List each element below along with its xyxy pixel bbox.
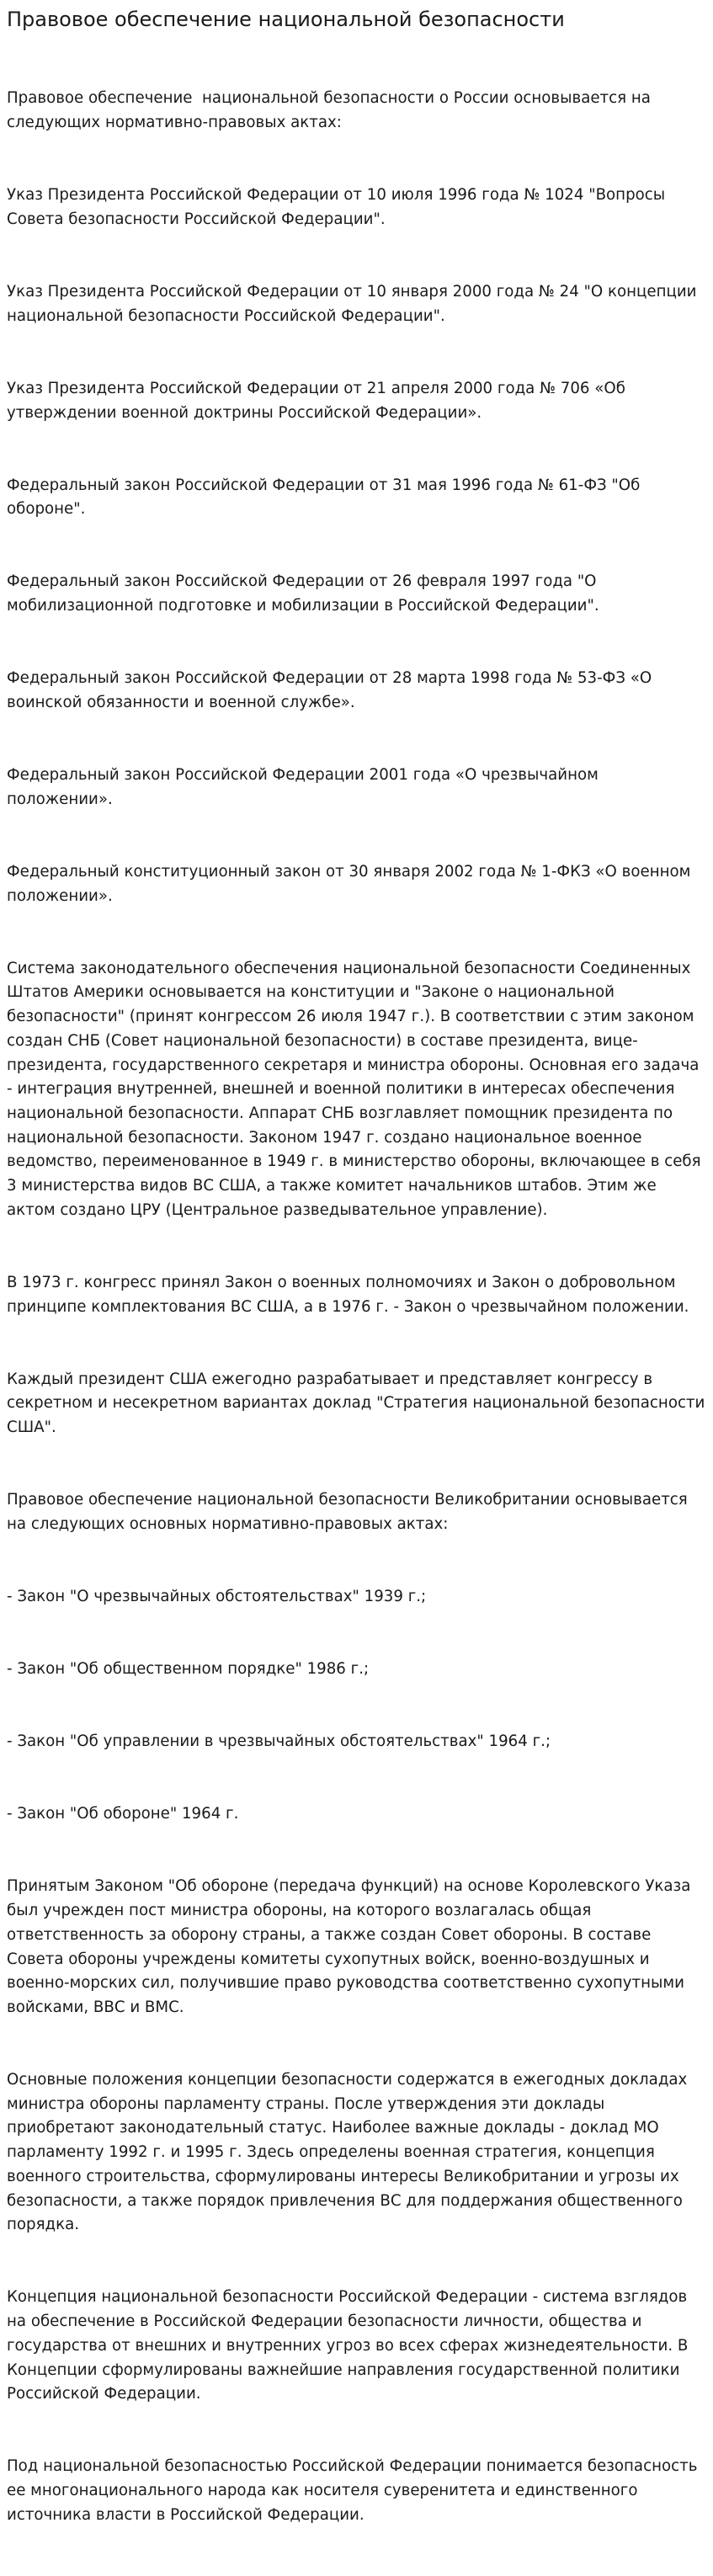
paragraph: В 1973 г. конгресс принял Закон о военных полномочиях и Закон о добровольном принципе комплектования ВС США, а в 1976 г. - Закон о чрезвычайном положении. bbox=[7, 1273, 689, 1316]
paragraph: Концепция национальной безопасности Российской Федерации - система взглядов на обеспечение в Российской Федерации безопасности личности, общества и государства от внешних и внутренних угроз во всех сферах жизнедеятельности. В Концепции сформулированы важнейшие направления государственной политики Российской Федерации. bbox=[7, 2288, 694, 2403]
paragraph: Правовое обеспечение национальной безопасности Великобритании основывается на следующих основных нормативно-правовых актах: bbox=[7, 1491, 693, 1533]
paragraph: Под национальной безопасностью Российской Федерации понимается безопасность ее многонационального народа как носителя суверенитета и единственного источника власти в Российской Федерации. bbox=[7, 2457, 703, 2524]
paragraph: Указ Президента Российской Федерации от 21 апреля 2000 года № 706 «Об утверждении военной доктрины Российской Федерации». bbox=[7, 379, 631, 422]
page-title: Правовое обеспечение национальной безопасности bbox=[7, 8, 565, 31]
paragraph: Федеральный закон Российской Федерации 2001 года «О чрезвычайном положении». bbox=[7, 766, 604, 808]
paragraph: Основные положения концепции безопасности содержатся в ежегодных докладах министра обороны парламенту страны. После утверждения эти доклады приобретают законодательный статус. Наиболее важные доклады - доклад МО парламенту 1992 г. и 1995 г. Здесь определены военная стратегия, концепция военного строительства, сформулированы интересы Великобритании и угрозы их безопасности, а также порядок привлечения ВС для поддержания общественного порядка. bbox=[7, 2071, 693, 2234]
paragraph: Федеральный конституционный закон от 30 января 2002 года № 1-ФКЗ «О военном положении». bbox=[7, 862, 696, 905]
paragraph: Принятым Законом "Об обороне (передача функций) на основе Королевского Указа был учрежден пост министра обороны, на которого возлагалась общая ответственность за оборону страны, а также создан Совет обороны. В составе Совета обороны учреждены комитеты сухопутных войск, военно-воздушных и военно-морских сил, получившие право руководства соответственно сухопутными войсками, ВВС и ВМС. bbox=[7, 1877, 696, 2016]
paragraph: Федеральный закон Российской Федерации от 26 февраля 1997 года "О мобилизационной подготовке и мобилизации в Российской Федерации". bbox=[7, 572, 602, 615]
paragraph: Указ Президента Российской Федерации от 10 июля 1996 года № 1024 "Вопросы Совета безопасности Российской Федерации". bbox=[7, 186, 670, 228]
paragraph: Каждый президент США ежегодно разрабатывает и представляет конгрессу в секретном и несекретном вариантах доклад "Стратегия национальной безопасности США". bbox=[7, 1370, 710, 1437]
paragraph: Правовое обеспечение национальной безопасности о России основывается на следующих нормативно-правовых актах: bbox=[7, 89, 656, 132]
paragraph: Система законодательного обеспечения национальной безопасности Соединенных Штатов Америки основывается на конституции и "Законе о национальной безопасности" (принят конгрессом 26 июля 1947 г.). В соответствии с этим законом создан СНБ (Совет национальной безопасности) в составе президента, вице-президента, государственного секретаря и министра обороны. Основная его задача - интеграция внутренней, внешней и военной политики в интересах обеспечения национальной безопасности. Аппарат СНБ возглавляет помощник президента по национальной безопасности. Законом 1947 г. создано национальное военное ведомство, переименованное в 1949 г. в министерство обороны, включающее в себя 3 министерства видов ВС США, а также комитет начальников штабов. Этим же актом создано ЦРУ (Центральное разведывательное управление). bbox=[7, 959, 706, 1219]
list-item: - Закон "Об общественном порядке" 1986 г.; bbox=[7, 1660, 370, 1679]
list-item: - Закон "О чрезвычайных обстоятельствах" 1939 г.; bbox=[7, 1588, 427, 1605]
list-item: - Закон "Об управлении в чрезвычайных обстоятельствах" 1964 г.; bbox=[7, 1732, 551, 1751]
list-item: - Закон "Об обороне" 1964 г. bbox=[7, 1805, 239, 1823]
paragraph: Указ Президента Российской Федерации от 10 января 2000 года № 24 "О концепции национальной безопасности Российской Федерации". bbox=[7, 283, 702, 325]
paragraph: Федеральный закон Российской Федерации от 28 марта 1998 года № 53-ФЗ «О воинской обязанности и военной службе». bbox=[7, 669, 657, 711]
paragraph: Федеральный закон Российской Федерации от 31 мая 1996 года № 61-ФЗ "Об обороне". bbox=[7, 476, 646, 519]
document-body bbox=[7, 39, 710, 2576]
